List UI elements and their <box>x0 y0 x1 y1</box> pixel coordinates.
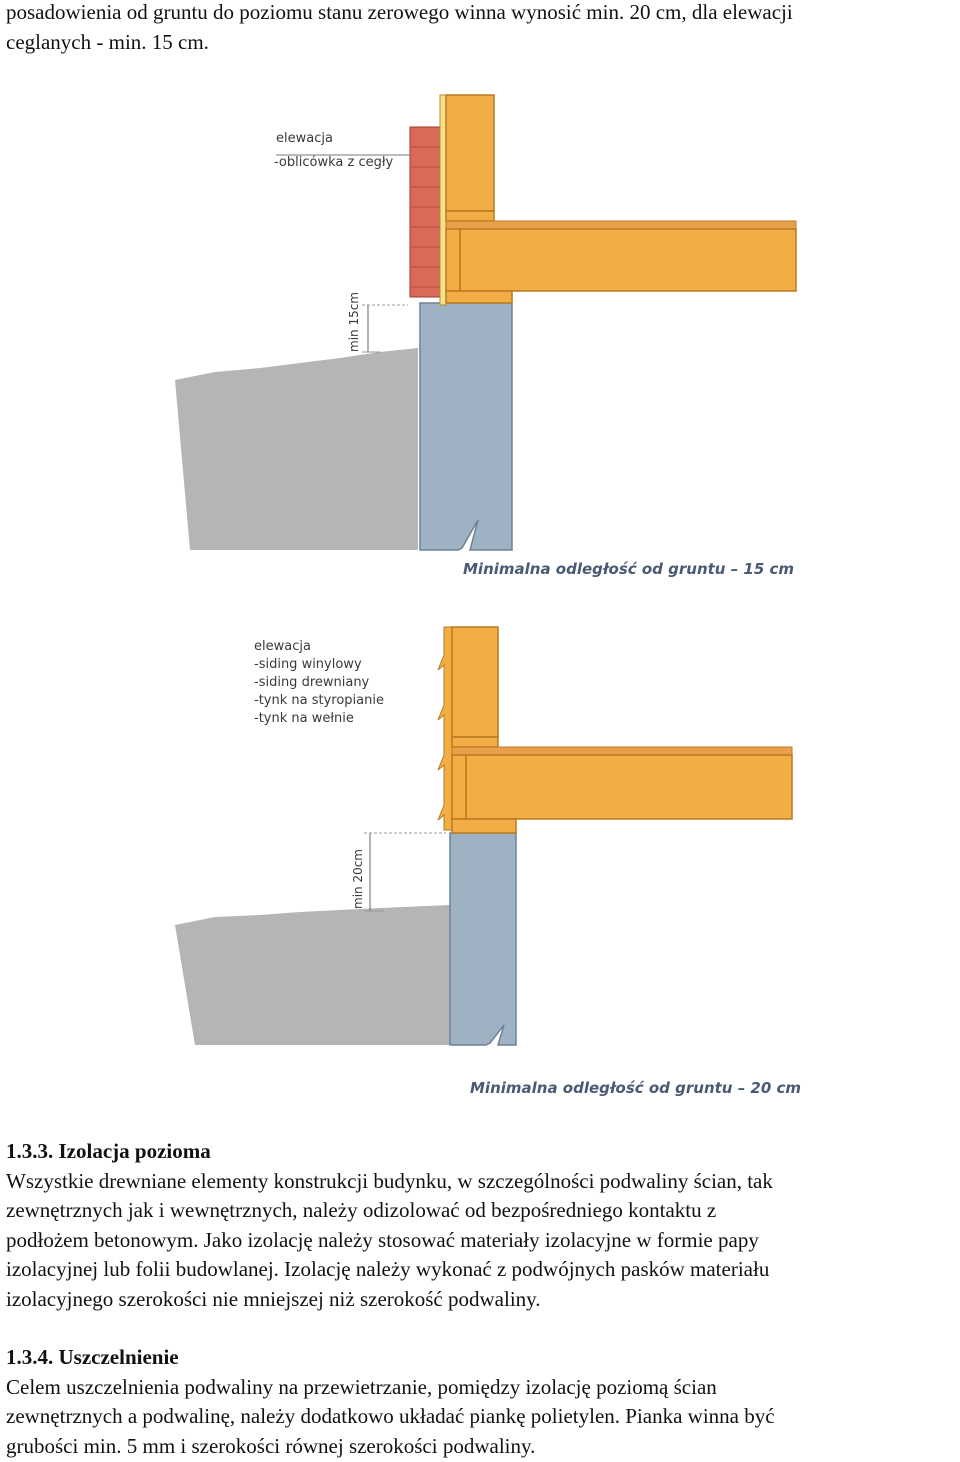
floor-beam <box>460 229 796 291</box>
section-sealing <box>6 1343 948 1461</box>
figure-2-caption: Minimalna odległość od gruntu – 20 cm <box>470 1079 802 1097</box>
wall-stud <box>446 95 494 211</box>
sill-plate <box>452 819 516 833</box>
label-elevation: elewacja <box>254 639 311 654</box>
label-wool-plaster: -tynk na wełnie <box>254 711 354 726</box>
dimension-label: min 20cm <box>351 849 365 909</box>
sill-plate <box>446 291 512 303</box>
section-133-line-4: izolacyjnej lub folii budowlanej. Izolację należy wykonać z podwójnych pasków materiału <box>6 1257 770 1281</box>
soil <box>175 348 418 550</box>
wall-stud <box>452 627 498 737</box>
sheathing <box>440 95 446 305</box>
siding <box>438 627 452 830</box>
brick-veneer <box>410 127 440 297</box>
section-134-line-3: grubości min. 5 mm i szerokości równej szerokości podwaliny. <box>6 1433 536 1458</box>
section-133-line-5: izolacyjnego szerokości nie mniejszej niż szerokość podwaliny. <box>6 1286 541 1311</box>
figure-siding-facade <box>0 615 960 1125</box>
floor-beam <box>466 755 792 819</box>
top-plate <box>446 211 494 221</box>
section-134-line-2: zewnętrznych a podwalinę, należy dodatkowo układać piankę polietylen. Pianka winna być <box>6 1404 775 1428</box>
label-eps-plaster: -tynk na styropianie <box>254 693 384 708</box>
soil <box>175 905 450 1045</box>
rim-joist <box>452 755 466 819</box>
label-brick-veneer: -oblicówka z cegły <box>274 155 394 170</box>
section-133-line-1: Wszystkie drewniane elementy konstrukcji budynku, w szczególności podwaliny ścian, tak <box>6 1168 773 1193</box>
floor-subfloor <box>452 747 792 755</box>
intro-paragraph <box>6 0 948 57</box>
floor-subfloor <box>446 221 796 229</box>
section-134-line-1: Celem uszczelnienia podwaliny na przewietrzanie, pomiędzy izolację poziomą ścian <box>6 1374 717 1399</box>
section-133-line-3: podłożem betonowym. Jako izolację należy stosować materiały izolacyjne w formie papy <box>6 1227 759 1252</box>
label-elevation: elewacja <box>276 131 333 146</box>
figure-1-drawing <box>0 80 960 620</box>
figure-1-caption: Minimalna odległość od gruntu – 15 cm <box>463 560 795 578</box>
concrete-foundation <box>450 833 516 1045</box>
concrete-foundation <box>420 303 512 550</box>
rim-joist <box>446 229 460 291</box>
section-134-heading: 1.3.4. Uszczelnienie <box>6 1345 179 1369</box>
intro-line-2: ceglanych - min. 15 cm. <box>6 29 209 54</box>
section-133-line-2: zewnętrznych jak i wewnętrznych, należy odizolować od bezpośredniego kontaktu z <box>6 1198 717 1222</box>
label-vinyl-siding: -siding winylowy <box>254 657 362 672</box>
intro-line-1: posadowienia od gruntu do poziomu stanu zerowego winna wynosić min. 20 cm, dla elewacji <box>6 0 793 24</box>
section-133-heading: 1.3.3. Izolacja pozioma <box>6 1139 211 1163</box>
section-horizontal-insulation <box>6 1137 948 1314</box>
figure-2-drawing <box>0 615 960 1125</box>
label-wood-siding: -siding drewniany <box>254 675 370 690</box>
top-plate <box>452 737 498 747</box>
dimension-label: min 15cm <box>347 292 361 352</box>
figure-brick-facade <box>0 80 960 620</box>
